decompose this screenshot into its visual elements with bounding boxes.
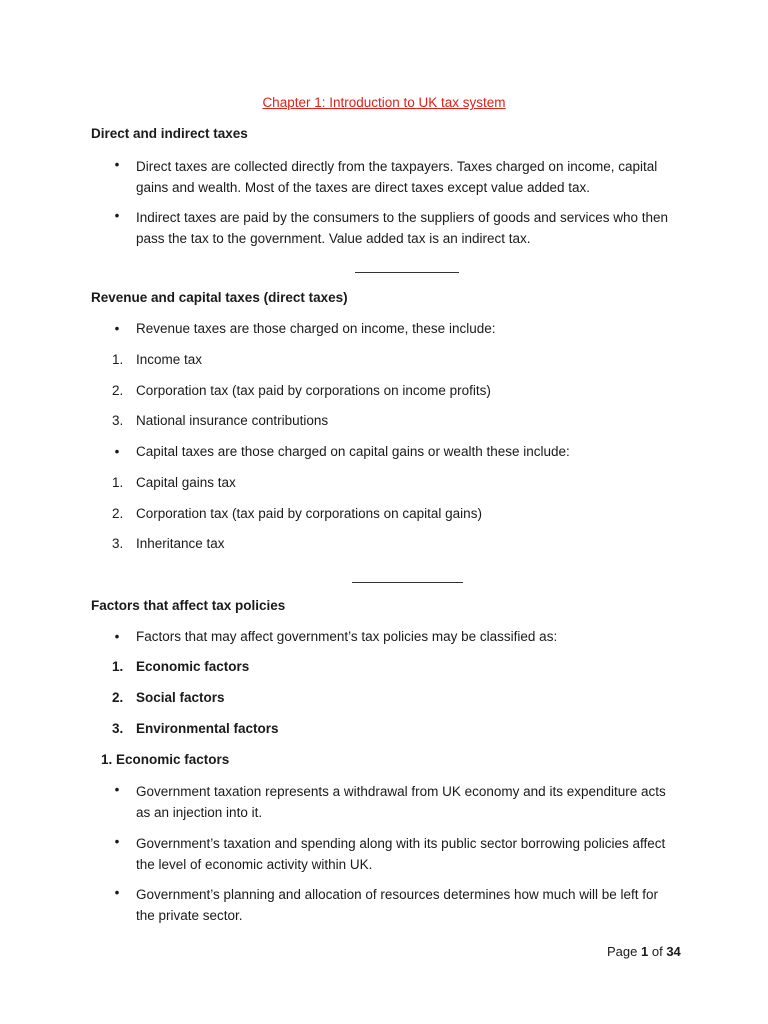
economic-point-paragraph: Government’s taxation and spending along with its public sector borrowing policies affect the level of economic activity within UK.	[136, 836, 666, 872]
direct-taxes-paragraph: Direct taxes are collected directly from the taxpayers. Taxes charged on income, capital gains and wealth. Most of the taxes are direct taxes except value added tax.	[136, 159, 658, 195]
section-divider	[355, 272, 459, 273]
list-item: Capital gains tax	[136, 475, 236, 490]
list-number: 2.	[112, 506, 124, 521]
list-item: Inheritance tax	[136, 536, 225, 551]
page-word: Page	[607, 944, 638, 959]
bullet-marker: •	[114, 444, 120, 459]
bullet-marker: •	[114, 834, 120, 849]
section-heading-revenue-capital: Revenue and capital taxes (direct taxes)	[91, 290, 348, 305]
bullet-marker: •	[114, 885, 120, 900]
factors-intro: Factors that may affect government’s tax policies may be classified as:	[136, 629, 558, 644]
page-total: 34	[666, 944, 681, 959]
chapter-title: Chapter 1: Introduction to UK tax system	[262, 95, 506, 110]
section-heading-direct-indirect: Direct and indirect taxes	[91, 126, 248, 141]
list-number: 1.	[112, 659, 124, 674]
page-footer	[607, 943, 681, 961]
list-item: Income tax	[136, 352, 203, 367]
list-item: Corporation tax (tax paid by corporations on capital gains)	[136, 506, 482, 521]
revenue-taxes-intro: Revenue taxes are those charged on income, these include:	[136, 321, 496, 336]
bullet-marker: •	[114, 208, 120, 223]
list-number: 2.	[112, 690, 124, 705]
list-number: 3.	[112, 721, 124, 736]
page-number: 1	[641, 944, 649, 959]
section-heading-factors: Factors that affect tax policies	[91, 598, 286, 613]
list-number: 3.	[112, 413, 124, 428]
bullet-marker: •	[114, 629, 120, 644]
economic-point-paragraph: Government’s planning and allocation of resources determines how much will be left for the private sector.	[136, 887, 659, 923]
factor-item: Social factors	[136, 690, 225, 705]
list-number: 1.	[112, 475, 124, 490]
list-number: 3.	[112, 536, 124, 551]
indirect-taxes-paragraph: Indirect taxes are paid by the consumers to the suppliers of goods and services who then pass the tax to the government. Value added tax is an indirect tax.	[136, 210, 669, 246]
bullet-marker: •	[114, 321, 120, 336]
capital-taxes-intro: Capital taxes are those charged on capital gains or wealth these include:	[136, 444, 570, 459]
list-number: 1.	[112, 352, 124, 367]
sub-heading-economic-factors: 1. Economic factors	[101, 752, 230, 767]
section-divider	[352, 582, 463, 583]
factor-item: Economic factors	[136, 659, 250, 674]
list-number: 2.	[112, 383, 124, 398]
economic-point-paragraph: Government taxation represents a withdrawal from UK economy and its expenditure acts as an injection into it.	[136, 784, 666, 820]
factor-item: Environmental factors	[136, 721, 279, 736]
of-word: of	[651, 944, 663, 959]
bullet-marker: •	[114, 157, 120, 172]
list-item: Corporation tax (tax paid by corporations on income profits)	[136, 383, 491, 398]
list-item: National insurance contributions	[136, 413, 329, 428]
bullet-marker: •	[114, 782, 120, 797]
